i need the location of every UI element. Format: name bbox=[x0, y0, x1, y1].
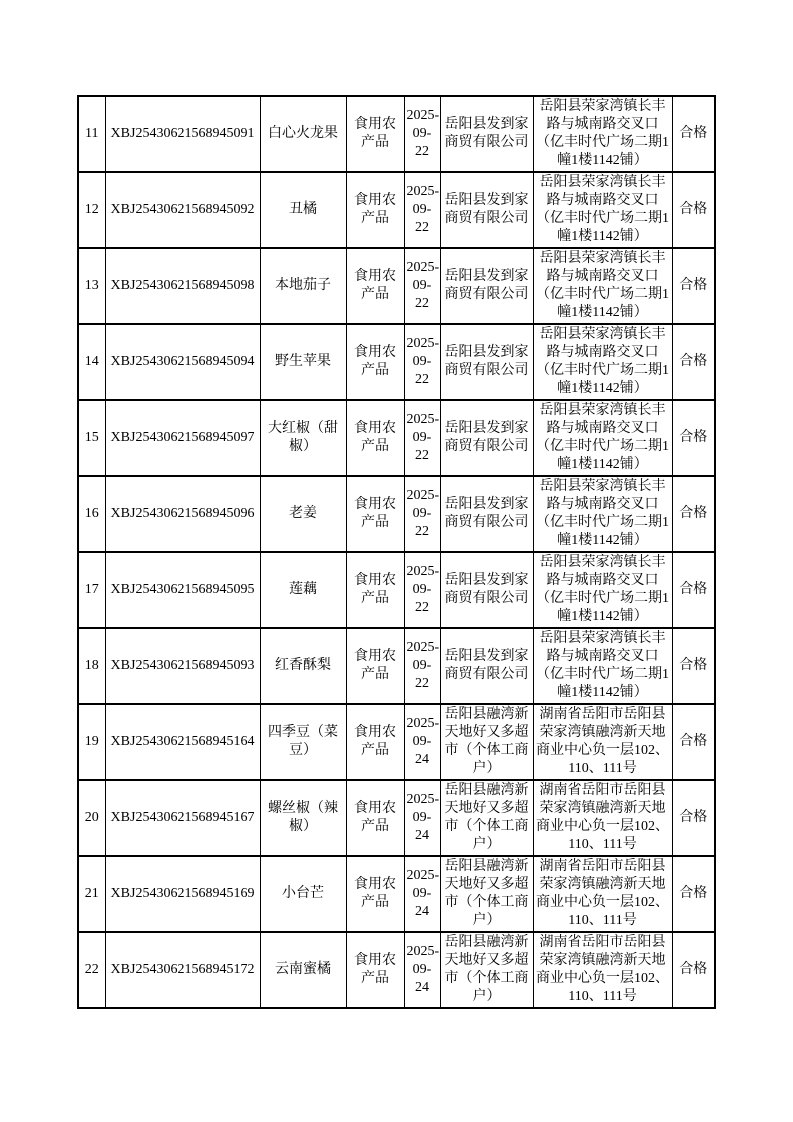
cell-sample-id: XBJ25430621568945169 bbox=[105, 856, 260, 932]
table-row bbox=[78, 856, 715, 932]
cell-inspection-result: 合格 bbox=[672, 400, 715, 476]
cell-category: 食用农产品 bbox=[346, 628, 404, 704]
cell-category: 食用农产品 bbox=[346, 400, 404, 476]
cell-inspection-result: 合格 bbox=[672, 324, 715, 400]
cell-product-name: 本地茄子 bbox=[260, 248, 346, 324]
table-row bbox=[78, 628, 715, 704]
cell-company-name: 岳阳县发到家商贸有限公司 bbox=[440, 324, 533, 400]
cell-company-name: 岳阳县发到家商贸有限公司 bbox=[440, 96, 533, 172]
cell-company-address: 岳阳县荣家湾镇长丰路与城南路交叉口（亿丰时代广场二期1幢1楼1142铺） bbox=[533, 552, 672, 628]
cell-company-name: 岳阳县发到家商贸有限公司 bbox=[440, 400, 533, 476]
cell-company-address: 岳阳县荣家湾镇长丰路与城南路交叉口（亿丰时代广场二期1幢1楼1142铺） bbox=[533, 324, 672, 400]
cell-inspection-result: 合格 bbox=[672, 552, 715, 628]
table-row bbox=[78, 476, 715, 552]
cell-sample-date: 2025-09-22 bbox=[404, 172, 440, 248]
cell-product-name: 小台芒 bbox=[260, 856, 346, 932]
cell-category: 食用农产品 bbox=[346, 552, 404, 628]
cell-inspection-result: 合格 bbox=[672, 932, 715, 1008]
cell-sample-date: 2025-09-24 bbox=[404, 856, 440, 932]
cell-row-index: 18 bbox=[78, 628, 105, 704]
cell-row-index: 20 bbox=[78, 780, 105, 856]
cell-company-name: 岳阳县发到家商贸有限公司 bbox=[440, 552, 533, 628]
cell-company-name: 岳阳县融湾新天地好又多超市（个体工商户） bbox=[440, 780, 533, 856]
cell-row-index: 15 bbox=[78, 400, 105, 476]
inspection-table-body bbox=[78, 96, 715, 1008]
cell-company-address: 岳阳县荣家湾镇长丰路与城南路交叉口（亿丰时代广场二期1幢1楼1142铺） bbox=[533, 400, 672, 476]
cell-sample-date: 2025-09-22 bbox=[404, 248, 440, 324]
table-row bbox=[78, 172, 715, 248]
cell-company-name: 岳阳县发到家商贸有限公司 bbox=[440, 628, 533, 704]
cell-sample-id: XBJ25430621568945164 bbox=[105, 704, 260, 780]
cell-sample-date: 2025-09-22 bbox=[404, 400, 440, 476]
cell-product-name: 野生苹果 bbox=[260, 324, 346, 400]
cell-company-name: 岳阳县发到家商贸有限公司 bbox=[440, 172, 533, 248]
cell-row-index: 21 bbox=[78, 856, 105, 932]
inspection-results-table bbox=[77, 95, 716, 1009]
cell-sample-date: 2025-09-22 bbox=[404, 96, 440, 172]
cell-company-address: 岳阳县荣家湾镇长丰路与城南路交叉口（亿丰时代广场二期1幢1楼1142铺） bbox=[533, 172, 672, 248]
cell-sample-id: XBJ25430621568945098 bbox=[105, 248, 260, 324]
cell-sample-id: XBJ25430621568945097 bbox=[105, 400, 260, 476]
cell-company-address: 岳阳县荣家湾镇长丰路与城南路交叉口（亿丰时代广场二期1幢1楼1142铺） bbox=[533, 96, 672, 172]
cell-category: 食用农产品 bbox=[346, 248, 404, 324]
cell-product-name: 老姜 bbox=[260, 476, 346, 552]
cell-sample-id: XBJ25430621568945094 bbox=[105, 324, 260, 400]
cell-company-address: 湖南省岳阳市岳阳县荣家湾镇融湾新天地商业中心负一层102、110、111号 bbox=[533, 856, 672, 932]
cell-inspection-result: 合格 bbox=[672, 96, 715, 172]
cell-product-name: 云南蜜橘 bbox=[260, 932, 346, 1008]
cell-inspection-result: 合格 bbox=[672, 628, 715, 704]
cell-product-name: 四季豆（菜豆） bbox=[260, 704, 346, 780]
cell-row-index: 13 bbox=[78, 248, 105, 324]
cell-category: 食用农产品 bbox=[346, 932, 404, 1008]
cell-inspection-result: 合格 bbox=[672, 172, 715, 248]
cell-inspection-result: 合格 bbox=[672, 248, 715, 324]
cell-company-name: 岳阳县发到家商贸有限公司 bbox=[440, 248, 533, 324]
cell-category: 食用农产品 bbox=[346, 780, 404, 856]
cell-category: 食用农产品 bbox=[346, 96, 404, 172]
cell-row-index: 22 bbox=[78, 932, 105, 1008]
cell-inspection-result: 合格 bbox=[672, 780, 715, 856]
cell-category: 食用农产品 bbox=[346, 476, 404, 552]
cell-product-name: 白心火龙果 bbox=[260, 96, 346, 172]
cell-product-name: 螺丝椒（辣椒） bbox=[260, 780, 346, 856]
cell-product-name: 红香酥梨 bbox=[260, 628, 346, 704]
cell-company-address: 岳阳县荣家湾镇长丰路与城南路交叉口（亿丰时代广场二期1幢1楼1142铺） bbox=[533, 476, 672, 552]
table-row bbox=[78, 780, 715, 856]
cell-company-address: 湖南省岳阳市岳阳县荣家湾镇融湾新天地商业中心负一层102、110、111号 bbox=[533, 704, 672, 780]
cell-product-name: 莲藕 bbox=[260, 552, 346, 628]
table-row bbox=[78, 400, 715, 476]
cell-row-index: 11 bbox=[78, 96, 105, 172]
cell-sample-date: 2025-09-24 bbox=[404, 780, 440, 856]
cell-category: 食用农产品 bbox=[346, 324, 404, 400]
cell-sample-date: 2025-09-22 bbox=[404, 476, 440, 552]
cell-company-name: 岳阳县发到家商贸有限公司 bbox=[440, 476, 533, 552]
table-row bbox=[78, 96, 715, 172]
cell-sample-id: XBJ25430621568945092 bbox=[105, 172, 260, 248]
cell-sample-id: XBJ25430621568945091 bbox=[105, 96, 260, 172]
cell-sample-id: XBJ25430621568945093 bbox=[105, 628, 260, 704]
cell-inspection-result: 合格 bbox=[672, 476, 715, 552]
cell-company-address: 湖南省岳阳市岳阳县荣家湾镇融湾新天地商业中心负一层102、110、111号 bbox=[533, 780, 672, 856]
table-row bbox=[78, 248, 715, 324]
cell-sample-date: 2025-09-24 bbox=[404, 704, 440, 780]
cell-category: 食用农产品 bbox=[346, 856, 404, 932]
cell-category: 食用农产品 bbox=[346, 172, 404, 248]
cell-category: 食用农产品 bbox=[346, 704, 404, 780]
cell-company-address: 岳阳县荣家湾镇长丰路与城南路交叉口（亿丰时代广场二期1幢1楼1142铺） bbox=[533, 248, 672, 324]
cell-product-name: 丑橘 bbox=[260, 172, 346, 248]
cell-company-address: 湖南省岳阳市岳阳县荣家湾镇融湾新天地商业中心负一层102、110、111号 bbox=[533, 932, 672, 1008]
cell-inspection-result: 合格 bbox=[672, 704, 715, 780]
table-row bbox=[78, 552, 715, 628]
cell-row-index: 19 bbox=[78, 704, 105, 780]
cell-company-name: 岳阳县融湾新天地好又多超市（个体工商户） bbox=[440, 704, 533, 780]
cell-inspection-result: 合格 bbox=[672, 856, 715, 932]
cell-sample-id: XBJ25430621568945172 bbox=[105, 932, 260, 1008]
cell-row-index: 14 bbox=[78, 324, 105, 400]
cell-sample-date: 2025-09-22 bbox=[404, 324, 440, 400]
table-row bbox=[78, 932, 715, 1008]
table-row bbox=[78, 704, 715, 780]
cell-sample-date: 2025-09-22 bbox=[404, 552, 440, 628]
cell-sample-id: XBJ25430621568945096 bbox=[105, 476, 260, 552]
cell-sample-date: 2025-09-22 bbox=[404, 628, 440, 704]
cell-sample-id: XBJ25430621568945167 bbox=[105, 780, 260, 856]
cell-row-index: 17 bbox=[78, 552, 105, 628]
cell-sample-date: 2025-09-24 bbox=[404, 932, 440, 1008]
cell-company-name: 岳阳县融湾新天地好又多超市（个体工商户） bbox=[440, 932, 533, 1008]
cell-sample-id: XBJ25430621568945095 bbox=[105, 552, 260, 628]
cell-company-name: 岳阳县融湾新天地好又多超市（个体工商户） bbox=[440, 856, 533, 932]
cell-row-index: 16 bbox=[78, 476, 105, 552]
cell-row-index: 12 bbox=[78, 172, 105, 248]
table-row bbox=[78, 324, 715, 400]
cell-product-name: 大红椒（甜椒） bbox=[260, 400, 346, 476]
cell-company-address: 岳阳县荣家湾镇长丰路与城南路交叉口（亿丰时代广场二期1幢1楼1142铺） bbox=[533, 628, 672, 704]
